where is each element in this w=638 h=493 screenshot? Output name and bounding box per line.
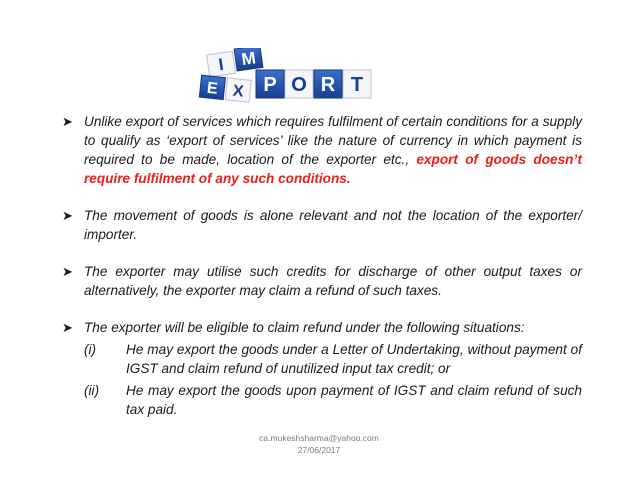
logo-letter-r: R (320, 74, 336, 96)
bullet-item (62, 262, 582, 300)
arrow-bullet-icon: ➤ (62, 264, 73, 279)
bullet-text: The exporter will be eligible to claim refund under the following situations: (84, 320, 525, 335)
logo-letter-m: M (240, 48, 257, 70)
bullet-item (62, 206, 582, 244)
bullet-text: The movement of goods is alone relevant and not the location of the exporter/ importer. (84, 208, 582, 242)
bullet-highlight: export of goods doesn’t require fulfilment of any such conditions. (84, 152, 582, 186)
sub-item-text: He may export the goods upon payment of IGST and claim refund of such tax paid. (126, 383, 582, 417)
export-logo (198, 48, 374, 106)
sub-item (84, 381, 582, 419)
sub-item-number: (i) (84, 342, 97, 357)
footer-email: ca.mukeshsharma@yahoo.com (259, 433, 379, 443)
bullet-text: The exporter may utilise such credits for discharge of other output taxes or alternatively, the exporter may claim a refund of such taxes. (84, 264, 582, 298)
logo-letter-i: I (217, 54, 225, 75)
arrow-bullet-icon: ➤ (62, 320, 73, 335)
sub-item-text: He may export the goods under a Letter of Undertaking, without payment of IGST and claim refund of unutilized input tax credit; or (126, 342, 582, 376)
logo-letter-e: E (206, 79, 219, 98)
bullet-item (62, 112, 582, 188)
sub-item (84, 340, 582, 378)
arrow-bullet-icon: ➤ (62, 114, 73, 129)
bullet-item (62, 318, 582, 419)
bullet-list (62, 112, 582, 419)
footer (0, 432, 638, 456)
logo-letter-t: T (350, 74, 364, 96)
footer-date: 27/06/2017 (297, 445, 341, 455)
logo-letter-x: X (231, 82, 245, 101)
logo-letter-o: O (291, 74, 307, 96)
sub-item-number: (ii) (84, 383, 100, 398)
arrow-bullet-icon: ➤ (62, 208, 73, 223)
bullet-text: Unlike export of services which requires fulfilment of certain conditions for a supply to qualify as ‘export of services’ like the nature of currency in which payment is required to be made, location of the exporter etc., (84, 114, 582, 167)
logo-letter-p: P (263, 74, 277, 96)
